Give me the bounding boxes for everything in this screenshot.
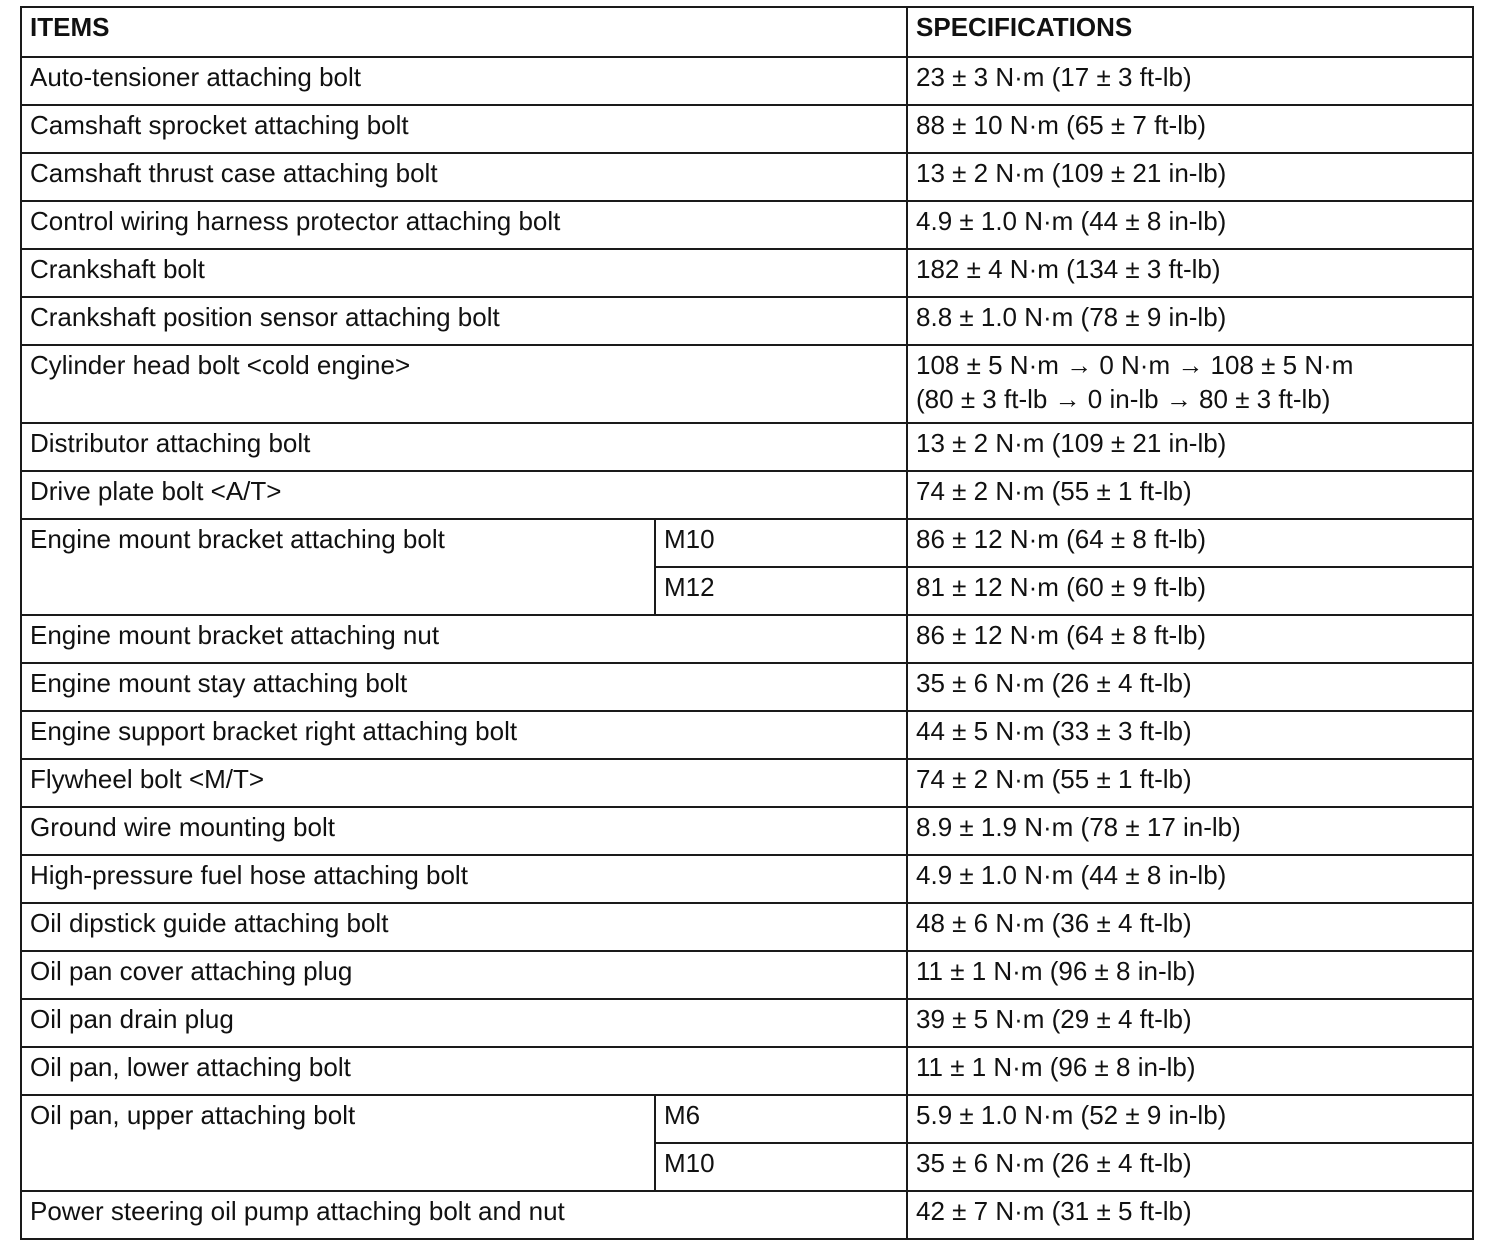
item-cell: Camshaft sprocket attaching bolt	[21, 105, 907, 153]
table-row	[21, 999, 1473, 1047]
spec-cell: 11 ± 1 N·m (96 ± 8 in-lb)	[907, 1047, 1473, 1095]
item-cell: Camshaft thrust case attaching bolt	[21, 153, 907, 201]
spec-cell: 11 ± 1 N·m (96 ± 8 in-lb)	[907, 951, 1473, 999]
table-row	[21, 711, 1473, 759]
spec-cell: 23 ± 3 N·m (17 ± 3 ft-lb)	[907, 57, 1473, 105]
spec-cell: 44 ± 5 N·m (33 ± 3 ft-lb)	[907, 711, 1473, 759]
table-row	[21, 951, 1473, 999]
size-cell: M10	[655, 519, 907, 567]
table-row	[21, 201, 1473, 249]
table-row	[21, 615, 1473, 663]
item-cell: High-pressure fuel hose attaching bolt	[21, 855, 907, 903]
table-row	[21, 1047, 1473, 1095]
spec-cell: 8.8 ± 1.0 N·m (78 ± 9 in-lb)	[907, 297, 1473, 345]
table-row	[21, 519, 1473, 567]
item-cell: Drive plate bolt <A/T>	[21, 471, 907, 519]
spec-cell: 81 ± 12 N·m (60 ± 9 ft-lb)	[907, 567, 1473, 615]
table-row	[21, 807, 1473, 855]
spec-cell	[907, 345, 1473, 423]
item-cell: Engine mount stay attaching bolt	[21, 663, 907, 711]
item-cell: Oil pan cover attaching plug	[21, 951, 907, 999]
specifications-header: SPECIFICATIONS	[907, 7, 1473, 57]
spec-cell: 86 ± 12 N·m (64 ± 8 ft-lb)	[907, 615, 1473, 663]
item-cell: Engine mount bracket attaching nut	[21, 615, 907, 663]
size-cell: M12	[655, 567, 907, 615]
item-cell: Crankshaft position sensor attaching bolt	[21, 297, 907, 345]
spec-cell: 86 ± 12 N·m (64 ± 8 ft-lb)	[907, 519, 1473, 567]
item-cell: Oil pan, lower attaching bolt	[21, 1047, 907, 1095]
spec-cell: 74 ± 2 N·m (55 ± 1 ft-lb)	[907, 759, 1473, 807]
spec-cell: 182 ± 4 N·m (134 ± 3 ft-lb)	[907, 249, 1473, 297]
spec-line: 108 ± 5 N·m → 0 N·m → 108 ± 5 N·m	[916, 350, 1354, 380]
item-cell: Power steering oil pump attaching bolt and nut	[21, 1191, 907, 1239]
spec-cell: 88 ± 10 N·m (65 ± 7 ft-lb)	[907, 105, 1473, 153]
table-row	[21, 855, 1473, 903]
table-row	[21, 903, 1473, 951]
spec-cell: 4.9 ± 1.0 N·m (44 ± 8 in-lb)	[907, 201, 1473, 249]
items-header: ITEMS	[21, 7, 907, 57]
spec-cell: 74 ± 2 N·m (55 ± 1 ft-lb)	[907, 471, 1473, 519]
item-cell: Distributor attaching bolt	[21, 423, 907, 471]
spec-cell: 4.9 ± 1.0 N·m (44 ± 8 in-lb)	[907, 855, 1473, 903]
table-row	[21, 423, 1473, 471]
spec-cell: 13 ± 2 N·m (109 ± 21 in-lb)	[907, 153, 1473, 201]
item-cell: Crankshaft bolt	[21, 249, 907, 297]
item-cell: Flywheel bolt <M/T>	[21, 759, 907, 807]
item-cell: Cylinder head bolt <cold engine>	[21, 345, 907, 423]
item-cell: Engine support bracket right attaching bolt	[21, 711, 907, 759]
table-row	[21, 105, 1473, 153]
spec-cell: 13 ± 2 N·m (109 ± 21 in-lb)	[907, 423, 1473, 471]
item-cell: Auto-tensioner attaching bolt	[21, 57, 907, 105]
spec-cell: 35 ± 6 N·m (26 ± 4 ft-lb)	[907, 1143, 1473, 1191]
table-row	[21, 471, 1473, 519]
table-row	[21, 1095, 1473, 1143]
spec-cell: 39 ± 5 N·m (29 ± 4 ft-lb)	[907, 999, 1473, 1047]
table-row	[21, 249, 1473, 297]
item-cell: Ground wire mounting bolt	[21, 807, 907, 855]
spec-cell: 42 ± 7 N·m (31 ± 5 ft-lb)	[907, 1191, 1473, 1239]
item-cell: Oil pan, upper attaching bolt	[21, 1095, 655, 1191]
table-row	[21, 345, 1473, 423]
item-cell: Oil dipstick guide attaching bolt	[21, 903, 907, 951]
table-header-row	[21, 7, 1473, 57]
table-row	[21, 153, 1473, 201]
item-cell: Engine mount bracket attaching bolt	[21, 519, 655, 615]
size-cell: M10	[655, 1143, 907, 1191]
spec-cell: 8.9 ± 1.9 N·m (78 ± 17 in-lb)	[907, 807, 1473, 855]
table-row	[21, 57, 1473, 105]
torque-spec-table	[20, 6, 1474, 1240]
spec-cell: 48 ± 6 N·m (36 ± 4 ft-lb)	[907, 903, 1473, 951]
table-row	[21, 297, 1473, 345]
spec-cell: 5.9 ± 1.0 N·m (52 ± 9 in-lb)	[907, 1095, 1473, 1143]
table-row	[21, 663, 1473, 711]
item-cell: Oil pan drain plug	[21, 999, 907, 1047]
size-cell: M6	[655, 1095, 907, 1143]
spec-cell: 35 ± 6 N·m (26 ± 4 ft-lb)	[907, 663, 1473, 711]
table-row	[21, 759, 1473, 807]
spec-line: (80 ± 3 ft-lb → 0 in-lb → 80 ± 3 ft-lb)	[916, 384, 1331, 414]
item-cell: Control wiring harness protector attaching bolt	[21, 201, 907, 249]
